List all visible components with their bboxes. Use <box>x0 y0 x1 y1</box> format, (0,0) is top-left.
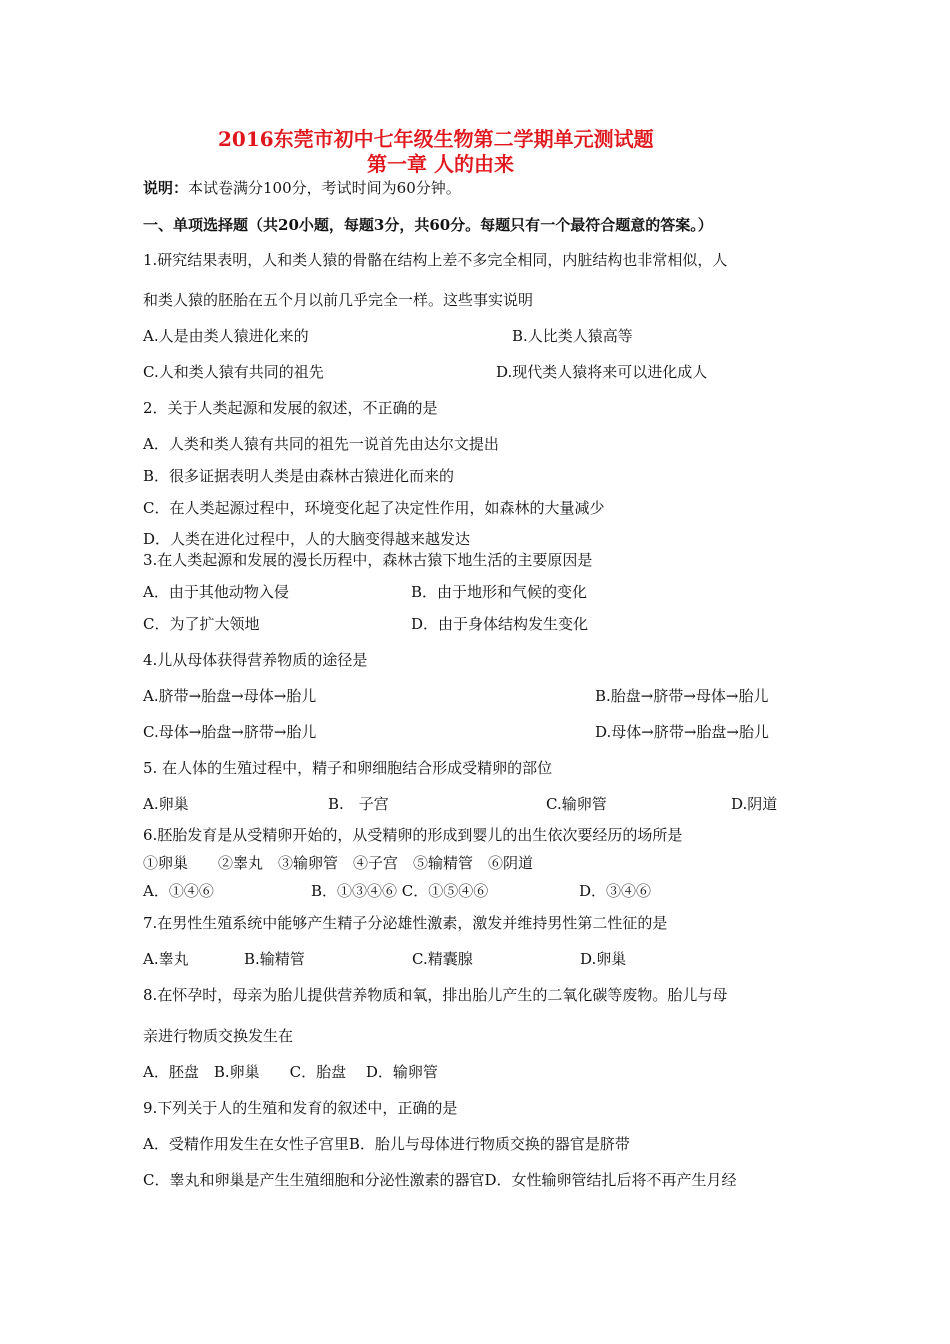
option: A.人是由类人猿进化来的 <box>143 327 309 345</box>
instructions <box>143 178 461 198</box>
option: C.输卵管 <box>546 795 607 813</box>
question-stem: 8.在怀孕时，母亲为胎儿提供营养物质和氧，排出胎儿产生的二氧化碳等废物。胎儿与母 <box>143 986 728 1004</box>
question-stem: 2．关于人类起源和发展的叙述，不正确的是 <box>143 399 438 417</box>
option: A.脐带→胎盘→母体→胎儿 <box>143 687 317 705</box>
question-stem: 亲进行物质交换发生在 <box>143 1027 294 1045</box>
option: C.精囊腺 <box>412 950 473 968</box>
option: D．③④⑥ <box>579 882 652 900</box>
option: A．由于其他动物入侵 <box>143 583 289 601</box>
option: D.阴道 <box>731 795 778 813</box>
option: C．睾丸和卵巢是产生生殖细胞和分泌性激素的器官D．女性输卵管结扎后将不再产生月经 <box>143 1171 737 1189</box>
option: D．人类在进化过程中，人的大脑变得越来越发达 <box>143 530 471 548</box>
option: A．受精作用发生在女性子宫里B．胎儿与母体进行物质交换的器官是脐带 <box>143 1135 630 1153</box>
question-stem: 7.在男性生殖系统中能够产生精子分泌雄性激素，激发并维持男性第二性征的是 <box>143 914 668 932</box>
section-heading: 一、单项选择题（共20小题，每题3分，共60分。每题只有一个最符合题意的答案。） <box>143 216 713 234</box>
option: B．很多证据表明人类是由森林古猿进化而来的 <box>143 467 455 485</box>
question-stem: 6.胚胎发育是从受精卵开始的，从受精卵的形成到婴儿的出生依次要经历的场所是 <box>143 826 683 844</box>
option: C.人和类人猿有共同的祖先 <box>143 363 324 381</box>
option: A.卵巢 <box>143 795 189 813</box>
question-stem: ①卵巢 ②睾丸 ③输卵管 ④子宫 ⑤输精管 ⑥阴道 <box>143 854 534 872</box>
question-stem: 5. 在人体的生殖过程中，精子和卵细胞结合形成受精卵的部位 <box>143 759 553 777</box>
option: B.输精管 <box>244 950 305 968</box>
option: A．①④⑥ <box>143 882 214 900</box>
option: B. 子宫 <box>328 795 389 813</box>
instructions-text: 本试卷满分100分，考试时间为60分钟。 <box>188 179 461 197</box>
option: C．为了扩大领地 <box>143 615 260 633</box>
question-stem: 4.儿从母体获得营养物质的途径是 <box>143 651 368 669</box>
question-stem: 9.下列关于人的生殖和发育的叙述中，正确的是 <box>143 1099 458 1117</box>
question-stem: 1.研究结果表明，人和类人猿的骨骼在结构上差不多完全相同，内脏结构也非常相似，人 <box>143 251 728 269</box>
option: C．在人类起源过程中，环境变化起了决定性作用，如森林的大量减少 <box>143 499 605 517</box>
option: C.母体→胎盘→脐带→胎儿 <box>143 723 317 741</box>
page-title: 2016东莞市初中七年级生物第二学期单元测试题 <box>218 127 654 151</box>
option: D.现代类人猿将来可以进化成人 <box>496 363 708 381</box>
option: D.卵巢 <box>580 950 627 968</box>
question-stem: 和类人猿的胚胎在五个月以前几乎完全一样。这些事实说明 <box>143 291 534 309</box>
chapter-title: 第一章 人的由来 <box>367 152 514 176</box>
option: B.人比类人猿高等 <box>512 327 633 345</box>
question-stem: 3.在人类起源和发展的漫长历程中，森林古猿下地生活的主要原因是 <box>143 551 593 569</box>
option: B．由于地形和气候的变化 <box>411 583 588 601</box>
option: B．①③④⑥ C．①⑤④⑥ <box>311 882 489 900</box>
instructions-label: 说明： <box>143 179 189 197</box>
option: A．人类和类人猿有共同的祖先一说首先由达尔文提出 <box>143 435 499 453</box>
option: A．胚盘 B.卵巢 C．胎盘 D．输卵管 <box>143 1063 438 1081</box>
option: A.睾丸 <box>143 950 189 968</box>
option: D．由于身体结构发生变化 <box>411 615 589 633</box>
option: B.胎盘→脐带→母体→胎儿 <box>595 687 769 705</box>
option: D.母体→脐带→胎盘→胎儿 <box>595 723 769 741</box>
